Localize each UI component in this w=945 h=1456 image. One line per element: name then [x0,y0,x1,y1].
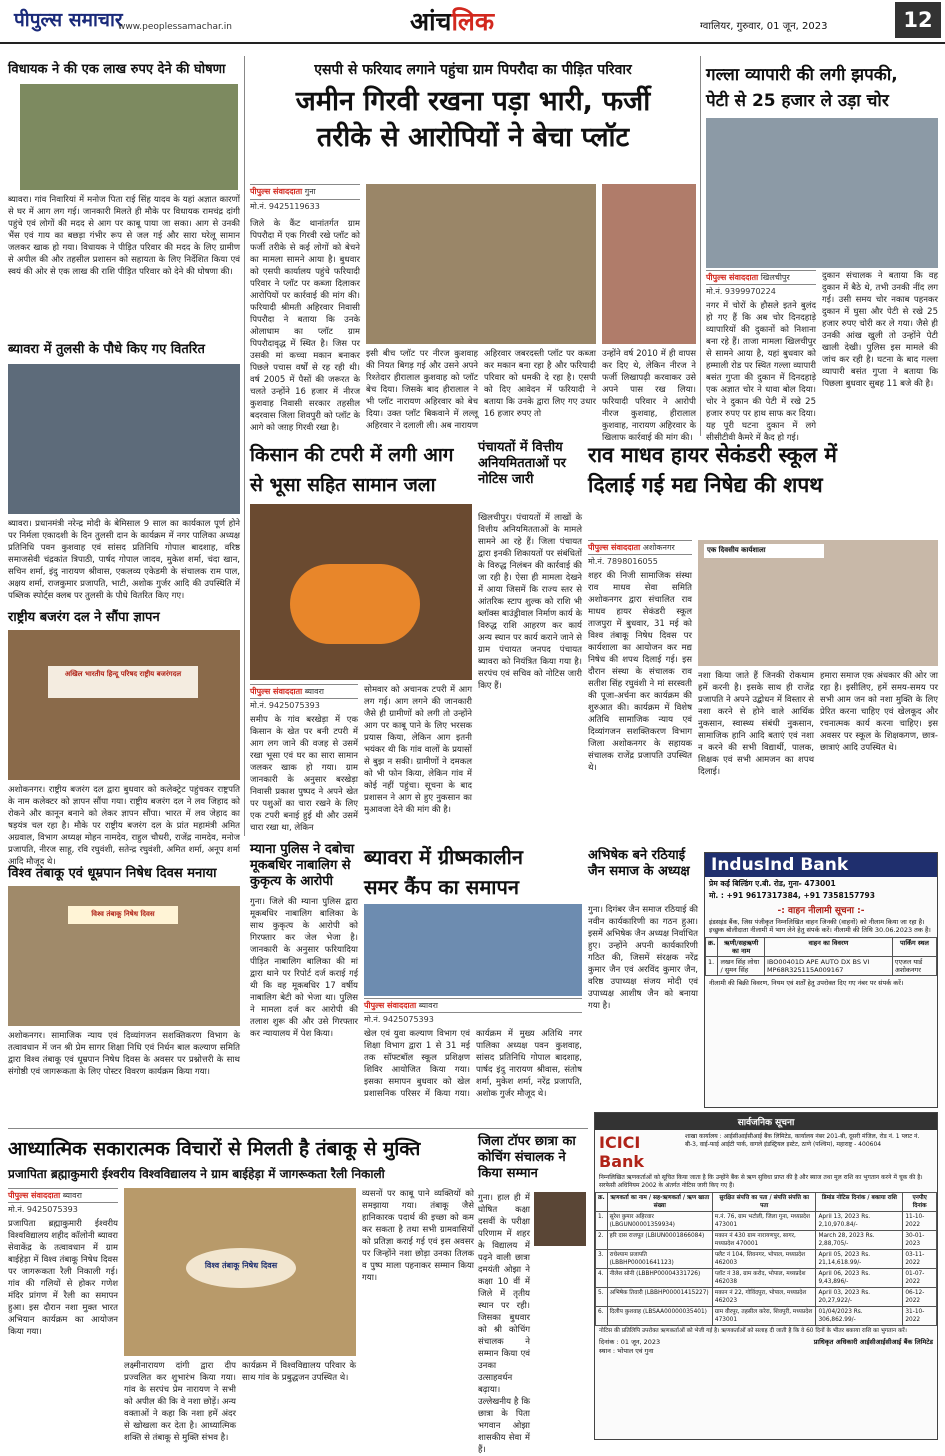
story-photo [366,184,596,344]
story-headline-line2: से भूसा सहित सामान जला [250,474,436,496]
story-headline-line1: म्याना पुलिस ने दबोचा [250,842,355,857]
story-byline [364,998,582,1012]
table-header: सुरक्षित संपत्ति का पता / संपत्ति संपत्ति का पता [712,1193,816,1212]
table-cell: दिलीप कुशवाह (LBSAA00000035401) [607,1307,712,1326]
table-cell: 11-10-2022 [903,1212,937,1231]
story-body: लक्ष्मीनारायण दांगी द्वारा दीप प्रज्वलित कर शुभारंभ किया गया। गांव के सरपंच प्रेम नारायण ने सभी को अपील की कि वे नशा छोड़ें। अन्य वक्ताओं ने कहा कि नशा हमें अंदर से खोखला कर देता है। आध्यात्मिक शक्ति से तंबाकू से मुक्ति संभव है। [124,1361,236,1443]
story-photo [8,364,240,514]
story-main [250,62,696,443]
byline-name: पीपुल्स संवाददाता [250,187,303,196]
story-headline-line1: ब्यावरा में ग्रीष्मकालीन [364,845,523,869]
table-cell: मकान नं 22, गोविंदपुरा, भोपाल, मध्यप्रदेश 462023 [712,1288,816,1307]
icici-intro: निम्नलिखित ऋणकर्ताओं को सूचित किया जाता है कि उन्होंने बैंक से ऋण सुविधा प्राप्त की है और ब्याज तथा मूल राशि का भुगतान करने में चूक की है। सरफेसी अधिनियम 2002 के अंतर्गत नोटिस जारी किए गए हैं। [599,1174,923,1189]
photo-banner: विश्व तंबाकू निषेध दिवस [68,906,178,924]
indusind-notice-text: इंडसइंड बैंक, जिस पंजीकृत निम्नलिखित वाहन जिनकी (वाहनों) को नीलाम किया जा रहा है। इच्छुक बोलीदाता नीलामी में भाग लेने हेतु संपर्क करें। नीलामी की तिथि 30.06.2023 तक है। [709,918,931,934]
table-cell: प्लॉट नं 38, ग्राम करोद, भोपाल, मध्यप्रदेश 462038 [712,1269,816,1288]
story-headline-line1: राव माधव हायर सेकंडरी स्कूल में [588,443,837,467]
story-body: हमारा समाज एक अंधकार की ओर जा रहा है। इसीलिए, हमें समय-समय पर सभी आम जन को नशा मुक्ति के लिए प्रेरित करना चाहिए एवं खेलकूद और रचनात्मक कार्य करना चाहिए। इस अवसर पर स्कूल के शिक्षकगण, छात्र-छात्राएं आदि उपस्थित थे। [820,671,938,753]
story-mobile: मो.नं. 9425119633 [250,199,360,213]
indusind-table [705,937,937,976]
story-body: जिले के कैंट थानांतर्गत ग्राम पिपरौदा में एक गिरवी रखे प्लॉट को फर्जी तरीके से कई लोगों को बेचने का मामला सामने आया है। बुधवार को एसपी कार्यालय पहुंचे फरियादी परिवार ने प्लॉट पर कब्जा दिलाकर आरोपियों पर कार्रवाई की मांग की। फरियादी श्रीमती अहिरवार निवासी पिपरौदा ने बताया कि उनके ओलाधाम का प्लॉट ग्राम पिपरौदावृद्ध में स्थित है। जिस पर उसकी मां कच्चा मकान बनाकर पिछले पचास वर्षों से रह रही थी। वर्ष 2005 में पैसों की जरूरत के चलते उन्होंने 16 हजार में नीरज कुशवाह निवासी सरकार तहसील बदरवास जिला शिवपुरी को प्लॉट के आगे को जग़ह गिरवी रखा है। [250,219,360,433]
story-headline: विधायक ने की एक लाख रुपए देने की घोषणा [8,62,226,77]
story-bajrang [8,610,240,867]
table-row [596,1307,937,1326]
notice-section-title: सार्वजनिक सूचना [595,1113,937,1130]
story-headline: अभिषेक बने रठियाई जैन समाज के अध्यक्ष [588,848,690,879]
table-header: क्र. [596,1193,608,1212]
story-brahmakumari [8,1134,474,1443]
masthead [0,0,945,44]
story-school [588,440,938,840]
story-body: सोमवार को अचानक टपरी में आग लग गई। आग लगने की जानकारी जैसे ही ग्रामीणों को लगी तो उन्होंने आग पर काबू पाने के लिए भरसक प्रयास किया, लेकिन आग इतनी भयंकर थी कि गांव वालों के प्रयासों से बुझ न सकी। ग्रामीणों ने दमकल को भी फोन किया, लेकिन गांव में कोई नहीं पहुंचा। सूचना के बाद प्रशासन ने आग से हुए नुकसान का मुआवजा देने की मांग की है। [364,685,472,815]
story-body: गुना। जिले की म्याना पुलिस द्वारा मूकबधिर नाबालिग बालिका के साथ कुकृत्य के आरोपी को गिरफ्तार कर जेल भेजा है। जानकारी के अनुसार फरियादिया पीड़ित नाबालिग बालिका की मां द्वारा थाने पर रिपोर्ट दर्ज कराई गई थी कि वह मूकबधिर 17 वर्षीय नाबालिग बेटी को भेजा था। पुलिस ने मामला दर्ज कर आरोपी की तलाश शुरू की और उसे गिरफ्तार कर न्यायालय में पेश किया। [250,897,358,1039]
table-cell: नीलेश सोनी (LBBHP00004331726) [607,1269,712,1288]
story-body: गुना। हाल ही में घोषित कक्षा दसवीं के परीक्षा परिणाम में शहर के विद्यालय में पढ़ने वाली छात्रा दमयंती ओझा ने कक्षा 10 वीं में जिले में तृतीय स्थान पर रही। जिसका बुधवार को श्री कोचिंग संचालक ने सम्मान किया एवं उनका उत्साहवर्धन बढ़ाया। उल्लेखनीय है कि छात्रा के पिता भगवान ओझा शासकीय सेवा में हैं। [478,1193,530,1455]
byline-place: ब्यावरा [304,687,324,696]
story-vidhayak [8,62,240,334]
section-title-a: आंच [410,7,452,36]
icici-date: दिनांक : 01 जून, 2023 [599,1338,661,1346]
icici-signatory: प्राधिकृत अधिकारी आईसीआईसीआई बैंक लिमिटेड [813,1338,933,1346]
story-headline-line2: समर कैंप का समापन [364,875,519,899]
indusind-phone: मो. : +91 9617317384, +91 7358157793 [709,891,875,900]
icici-logo: ICICI Bank [599,1133,645,1171]
table-header-row [596,1193,937,1212]
story-headline: राष्ट्रीय बजरंग दल ने सौंपा ज्ञापन [8,610,160,625]
table-header: डिमांड नोटिस दिनांक / बकाया राशि [816,1193,903,1212]
story-photo [364,904,582,996]
table-cell: फ्लैट नं 104, शिवनगर, भोपाल, मध्यप्रदेश 462003 [712,1250,816,1269]
photo-banner: अखिल भारतीय हिन्दू परिषद राष्ट्रीय बजरंगदल [48,666,198,698]
table-cell: राधेश्याम प्रजापति (LBBHP00001641123) [607,1250,712,1269]
table-header: ऋणकर्ता का नाम / सह-ऋणकर्ता / ऋण खाता संख्या [607,1193,712,1212]
column-divider [700,56,701,436]
story-headline: ब्यावरा में तुलसी के पौधे किए गए वितरित [8,342,205,357]
story-jain [588,848,698,1124]
table-cell: 30-01-2023 [903,1231,937,1250]
section-title-b: लिक [451,7,495,36]
story-headline-line2: दिलाई गई मद्य निषेद्य की शपथ [588,473,823,497]
story-photo [698,540,938,666]
table-cell: 01-07-2022 [903,1269,937,1288]
byline-name: पीपुल्स संवाददाता [706,273,759,282]
student-photo [534,1192,586,1246]
story-body: ब्यावरा। गांव निवारियां में मनोज पिता राई सिंह यादव के यहां अज्ञात कारणों से घर में आग लग गई। जानकारी मिलते ही मौके पर विधायक रामचंद्र दांगी पहुंचे एवं लोगों की मदद से आग पर काबू पाया जा सका। आग से उनकी भैंस एवं गाय का बछड़ा गंभीर रूप से जल गई और सारा घरेलू सामान जलकर खाक हो गया। विधायक ने पीड़ित परिवार की मदद के लिए ग्रामीण से अपील की और तहसील प्रशासन को सहायता के लिए निर्देशित किया एवं स्वयं की ओर से एक लाख की राशि पीड़ित परिवार को देने की घोषणा की। [8,195,240,277]
story-headline-line2: मूकबधिर नाबालिग से [250,858,351,873]
story-headline: पंचायतों में वित्तीय अनियमितताओं पर नोटिस जारी [478,440,566,487]
story-photo [8,886,240,1026]
story-myana [250,842,358,1124]
table-row [596,1231,937,1250]
table-cell: मकान नं 430 ग्राम नारायणपुर, सागर, मध्यप्रदेश 470001 [712,1231,816,1250]
table-cell: हरि दास राजपूत (LBIUN0001866084) [607,1231,712,1250]
story-body: नशा किया जाते हैं जिनकी रोकथाम हमें करनी है। इसके साथ ही राजेंद्र प्रजापति ने अपने उद्बोधन में विस्तार से नशा करने से होने वाले आर्थिक नुकसान, स्वास्थ्य संबंधी नुकसान, सामाजिक हानि आदि बताएं एवं नशा न करने की सभी विद्यार्थी, पालक, शिक्षक एवं सभी आमजन का शपथ दिलाई। [698,671,814,777]
table-cell: लखन सिंह लोधा / सुमन सिंह [718,957,764,976]
table-cell: 03-11-2022 [903,1250,937,1269]
indusind-logo: IndusInd Bank [705,853,937,877]
story-body: समीप के गांव बरखेड़ा में एक किसान के खेत पर बनी टपरी में आग लग जाने की वजह से उसमें रखा भूसा एवं घर का सारा सामान जलकर खाक हो गया। ग्राम जानकारी के अनुसार बरखेड़ा निवासी प्रकाश पुष्पद ने अपने खेत पर पशुओं का चारा रखने के लिए एक टपरी बनाई हुई थी और उसमें चारा रखा था, लेकिन [250,715,358,833]
story-topper [478,1134,588,1455]
icici-footer: नोटिस की प्रतिलिपि उपरोक्त ऋणकर्ताओं को भेजी गई है। ऋणकर्ताओं को सलाह दी जाती है कि वे 60 दिनों के भीतर बकाया राशि का भुगतान करें। [599,1328,907,1334]
table-header: एनपीए दिनांक [903,1193,937,1212]
story-summer-camp [364,842,582,1124]
story-tulsi [8,342,240,604]
byline-place: गुना [304,187,316,196]
story-byline [250,184,360,198]
story-body: कार्यक्रम में विश्वविद्यालय परिवार के साथ गांव के प्रबुद्धजन उपस्थित थे। [242,1361,356,1383]
story-mobile: मो.नं. 7898016055 [588,554,692,568]
story-headline: विश्व तंबाकू एवं धूम्रपान निषेध दिवस मनाया [8,866,217,881]
story-photo [124,1188,356,1356]
page-number: 12 [895,2,941,38]
table-cell: March 28, 2023 Rs. 2,88,705/- [816,1231,903,1250]
table-cell: 1. [706,957,718,976]
story-headline: आध्यात्मिक सकारात्मक विचारों से मिलती है तंबाकू से मुक्ति [8,1138,421,1160]
story-kicker: एसपी से फरियाद लगाने पहुंचा ग्राम पिपरौदा का पीड़ित परिवार [314,62,632,78]
indusind-notice [704,852,938,1108]
table-cell: April 03, 2023 Rs. 20,27,922/- [816,1288,903,1307]
story-headline-line2: पेटी से 25 हजार ले उड़ा चोर [706,91,889,111]
story-mobile: मो.नं. 9425075393 [364,1012,582,1026]
table-cell: 6. [596,1307,608,1326]
table-header: वाहन का विवरण [764,938,892,957]
table-row [706,957,937,976]
table-cell: April 13, 2023 Rs. 2,10,970.84/- [816,1212,903,1231]
icici-address: शाखा कार्यालय : आईसीआईसीआई बैंक लिमिटेड, कार्यालय नंबर 201-बी, दूसरी मंजिल, रोड नं. 1 प्लाट नं. बी-3, वाई-फाई आईटी पार्क, वागले इंडस्ट्रियल इस्टेट, ठाणे (पश्चिम), महाराष्ट्र - 400604 [685,1133,920,1148]
story-body: उन्होंने वर्ष 2010 में ही वापस कर दिए थे, लेकिन नीरज ने फर्जी लिखापढ़ी करवाकर उसे अपने पास रख लिया। फरियादी परिवार ने आरोपी नीरज कुशवाह, हीरालाल कुशवाह, नारायण अहिरवार के खिलाफ कार्रवाई की मांग की। [602,349,696,443]
byline-name: पीपुल्स संवाददाता [588,543,641,552]
table-cell: अभिषेक तिवारी (LBBHP00001415227) [607,1288,712,1307]
table-cell: April 05, 2023 Rs. 21,14,618.99/- [816,1250,903,1269]
byline-place: अशोकनगर [642,543,675,552]
table-row [596,1212,937,1231]
story-mobile: मो.नं. 9399970224 [706,284,816,298]
icici-table [595,1192,937,1326]
story-photo [20,84,238,190]
table-cell: 2. [596,1231,608,1250]
photo-banner: विश्व तंबाकू निषेध दिवस [186,1248,296,1288]
dateline: ग्वालियर, गुरुवार, 01 जून, 2023 [700,21,828,32]
story-byline [250,684,358,698]
story-headline-line3: कुकृत्य के आरोपी [250,874,334,889]
icici-signoff [595,1337,937,1355]
table-cell: म.नं. 76, ग्राम भटोली, जिला गुना, मध्यप्रदेश 473001 [712,1212,816,1231]
indusind-notice-title: -: वाहन नीलामी सूचना :- [777,906,865,916]
icici-header [595,1130,937,1174]
byline-place: ब्यावरा [62,1191,82,1200]
story-headline-line1: किसान की टपरी में लगी आग [250,444,454,466]
table-cell: 06-12-2022 [903,1288,937,1307]
table-cell: एएजल यार्ड अशोकनगर [892,957,936,976]
story-photo [602,184,696,344]
story-panchayat [478,440,582,840]
table-row [596,1288,937,1307]
story-mobile: मो.नं. 9425075393 [8,1202,118,1216]
table-cell: 5. [596,1288,608,1307]
story-subhead: प्रजापिता ब्रह्माकुमारी ईश्वरीय विश्वविद्यालय ने ग्राम बाईहेड़ा में जागरूकता रैली निकाली [8,1167,385,1181]
table-row [596,1250,937,1269]
indusind-footer: नीलामी की बिक्री विवरण, नियम एवं शर्तों हेतु उपरोक्त दिए गए नंबर पर संपर्क करें। [709,979,904,987]
table-cell: 4. [596,1269,608,1288]
table-header: पार्किंग स्थल [892,938,936,957]
icici-date-place [599,1337,660,1355]
icici-place: स्थान : भोपाल एवं गुना [599,1347,654,1355]
table-cell: IBO00401D APE AUTO DX BS VI MP68R325115A009167 [764,957,892,976]
story-byline [706,270,816,284]
story-body: शहर की निजी सामाजिक संस्था राव माधव सेवा समिति अशोकनगर द्वारा संचालित राव माधव हायर सेकंडरी स्कूल ताजपुरा में बुधवार, 31 मई को विश्व तंबाकू निषेध दिवस पर कार्यशाला का आयोजन कर मद्य निषेध की शपथ दिलाई गई। इस दौरान संस्था के संचालक राव सतीश सिंह रघुवंशी ने मां सरस्वती की पूजा-अर्चना कर कार्यक्रम की शुरुआत की। कार्यक्रम में विशेष अतिथि सामाजिक न्याय एवं दिव्यांगजन सशक्तिकरण विभाग जिला अशोकनगर के सहायक संचालक राजेंद्र प्रजापति उपस्थित थे। [588,571,692,773]
table-cell: 3. [596,1250,608,1269]
indusind-branch: प्रेम कई बिल्डिंग ए.बी. रोड, गुना- 473001 [709,879,836,888]
byline-name: पीपुल्स संवाददाता [364,1001,417,1010]
story-chor [706,62,938,443]
story-body: अशोकनगर। सामाजिक न्याय एवं दिव्यांगजन सशक्तिकरण विभाग के तत्वावधान में जन श्री प्रेम सागर शिक्षा निधि एवं निर्धन बाल कल्याण समिति द्वारा विश्व तंबाकू एवं धूम्रपान निषेध दिवस के अवसर पर प्रश्नोत्तरी के साथ संगोष्ठी एवं जागरूकता के लिए पोस्टर विवरण कार्यक्रम किया गया। [8,1031,240,1077]
story-byline [8,1188,118,1202]
table-header: ऋणी/सहऋणी का नाम [718,938,764,957]
table-cell: सुरेश कुमार अहिरवार (LBGUN00001359934) [607,1212,712,1231]
table-header-row [706,938,937,957]
table-cell: 31-10-2022 [903,1307,937,1326]
table-cell: April 06, 2023 Rs. 9,43,896/- [816,1269,903,1288]
story-body: प्रजापिता ब्रह्माकुमारी ईश्वरीय विश्वविद्यालय शहीद कॉलोनी ब्यावरा सेवाकेंद्र के तत्वावधान में ग्राम बाईहेड़ा में विश्व तंबाकू निषेध दिवस पर जागरूकता रैली निकाली गई। गांव की गलियों से होकर गणेश मंदिर प्रांगण में रैली का समापन हुआ। इस दौरान नशा मुक्त भारत अभियान कार्यक्रम का आयोजन किया गया। [8,1219,118,1337]
story-body: खेल एवं युवा कल्याण विभाग एवं शिक्षा विभाग द्वारा 1 से 31 मई तक सॉफ्टबॉल स्कूल प्रशिक्षण शिविर आयोजित किया गया। इसका समापन बुधवार को खेल प्रशासनिक परिसर में किया गया। कार्यक्रम में मुख्य अतिथि नगर पालिका अध्यक्ष पवन कुशवाह, सांसद प्रतिनिधि गोपाल बादशाह, पार्षद इंदु नारायण श्रीवास, संतोष शर्मा, मुकेश शर्मा, नरेंद्र प्रजापति, अशोक गुर्जर मौजूद थे। [364,1029,582,1099]
story-tambaku [8,866,240,1102]
story-body: खिलचीपुर। पंचायतों में लाखों के वित्तीय अनियमितताओं के मामले सामने आ रहे हैं। जिला पंचायत द्वारा इनकी शिकायतों पर संबंधितों के विरुद्ध निलंबन की कार्रवाई की जा रही है। ऐसा ही मामला देखने में आया जिसमें कि राज्य स्तर से आंतरिक स्टाप शुल्क को राशि भी ब्लॉक्स बाउंड्रीवाल निर्माण कार्य के विरुद्ध राशि आहरण कर कार्य अन्य स्थान पर कार्य कराने जाने से ग्राम पंचायत जनपद पंचायत ब्यावरा को नियंत्रित किया गया है। सरपंच एवं सचिव को नोटिस जारी किए हैं। [478,513,582,691]
story-body: अशोकनगर। राष्ट्रीय बजरंग दल द्वारा बुधवार को कलेक्ट्रेट पहुंचकर राष्ट्रपति के नाम कलेक्टर को ज्ञापन सौंपा गया। राष्ट्रीय बजरंग दल ने लव जिहाद को रोकने और कानून बनाने को लेकर ज्ञापन सौंपा। भारत में लव जेहाद का षड़यंत्र चल रहा है। मौके पर राष्ट्रीय बजरंग दल के प्रांत महामंत्री अमित अग्रवाल, विभाग अध्यक्ष मोहन नामदेव, राहुल चौधरी, राजेंद्र नामदेव, मनोज प्रजापति, नीरज साहू, रवि रघुवंशी, सतेन्द्र रघुवंशी, अमित शर्मा, अनूप शर्मा आदि मौजूद थे। [8,785,240,867]
byline-name: पीपुल्स संवाददाता [250,687,303,696]
story-body: व्यसनों पर काबू पाने व्यक्तियों को समझाया गया। तंबाकू जैसे हानिकारक पदार्थ की इच्छा को कम कर सकता है तथा सभी ग्रामवासियों को प्रतिज्ञा कराई गई एवं इस अवसर पर जिन्होंने नशा छोड़ा उनका तिलक व पुष्प माला पहनाकर सम्मान किया गया। [362,1189,474,1283]
table-header: क्र. [706,938,718,957]
story-photo [8,630,240,780]
byline-name: पीपुल्स संवाददाता [8,1191,61,1200]
story-mobile: मो.नं. 9425075393 [250,698,358,712]
column-divider [244,56,245,836]
byline-place: ब्यावरा [418,1001,438,1010]
byline-place: खिलचीपुर [760,273,790,282]
icici-notice [594,1112,938,1440]
table-row [596,1269,937,1288]
section-title [410,4,494,38]
story-body: ब्यावरा। प्रधानमंत्री नरेन्द्र मोदी के बेमिसाल 9 साल का कार्यकाल पूर्ण होने पर निर्मला एकादशी के दिन तुलसी दान के कार्यक्रम में नगर पालिका अध्यक्ष प्रतिनिधि पवन कुशवाह एवं सांसद प्रतिनिधि गोपाल बादशाह, वरिष्ठ समाजसेवी चंद्रकांत त्रिपाठी, पार्षद गोपाल जादव, मुकेश शर्मा, चंदा खान, सचिन शर्मा, इंदु नारायण श्रीवास, एकलव्य एकेडमी के संचालक राम पाल, अक्षय शर्मा, राजकुमार प्रजापति, भाटी, अशोक गुर्जर आदि की उपस्थिति में पब्लिक स्पोर्ट्स क्लब पर तुलसी के पौधे वितरित किए गए। [8,519,240,601]
story-body: गुना। दिगंबर जैन समाज रठियाई की नवीन कार्यकारिणी का गठन हुआ। इसमें अभिषेक जैन अध्यक्ष निर्वाचित हुए। उन्होंने अपनी कार्यकारिणी गठित की, जिसमें संरक्षक नरेंद्र कुमार जैन एवं अरविंद कुमार जैन, वरिष्ठ उपाध्यक्ष संजय मोदी एवं उपाध्यक्ष आशीष जैन को बनाया गया है। [588,905,698,1011]
story-body: नगर में चोरों के हौसले इतने बुलंद हो गए हैं कि अब चोर दिनदहाड़े व्यापारियों की दुकानों को निशाना बना रहे हैं। ताजा मामला खिलचीपुर से सामने आया है, यहां बुधवार को हम्माली रोड पर स्थित गल्ला व्यापारी बसंत गुप्ता की दुकान में दिनदहाड़े एक अज्ञात चोर ने धावा बोल दिया। चोर ने दुकान की पेटी में रखे 25 हजार रुपए पर हाथ साफ कर दिया। यह पूरी घटना दुकान में लगे सीसीटीवी कैमरे में कैद हो गई। [706,301,816,443]
section-divider [8,1128,588,1129]
fire-flame [290,564,420,644]
story-body: दुकान संचालक ने बताया कि वह दुकान में बैठे थे, तभी उनकी नींद लग गई। उसी समय चोर नकाब पहनकर दुकान में घुसा और पेटी से रखे 25 हजार रुपए चोरी कर ले गया। जैसे ही उनकी आंख खुली तो उन्होंने पेटी खाली देखी। पुलिस इस मामले की जांच कर रही है। घटना के बाद गल्ला व्यापारी बसंत गुप्ता ने बताया कि पिछला बुधवार सुबह 11 बजे की है। [822,271,938,389]
story-fire [250,440,472,840]
story-headline-line2: तरीके से आरोपियों ने बेचा प्लॉट [316,122,630,153]
cctv-photo [706,118,938,268]
site-url[interactable]: www.peoplessamachar.in [118,22,232,32]
table-cell: 01/04/2023 Rs. 306,862.99/- [816,1307,903,1326]
story-headline-line1: जमीन गिरवी रखना पड़ा भारी, फर्जी [295,86,651,117]
brand-logo: पीपुल्स समाचार [14,9,123,31]
story-headline-line1: गल्ला व्यापारी की लगी झपकी, [706,65,898,85]
photo-banner: एक दिवसीय कार्यशाला [704,544,824,558]
table-cell: ग्राम वीरपुर, तहसील करेरा, शिवपुरी, मध्यप्रदेश 473001 [712,1307,816,1326]
fire-photo [250,504,472,680]
story-body: इसी बीच प्लॉट पर नीरज कुशवाह की नियत बिगड़ गई और उसने अपने रिश्तेदार हीरालाल कुशवाह को प्लॉट बेच दिया। जिसके बाद हीरालाल ने भी प्लॉट नारायण अहिरवार को बेच दिया। उक्त प्लॉट बिकवाने में लल्लू अहिरवार ने दलाली ली। अब नारायण अहिरवार जबरदस्ती प्लॉट पर कब्जा कर मकान बना रहा है और फरियादी परिवार को धमकी दे रहा है। एसपी को दिए आवेदन में फरियादी ने बताया कि उनके द्वारा लिए गए उधार 16 हजार रुपए तो [366,349,596,431]
table-cell: 1. [596,1212,608,1231]
story-byline [588,540,692,554]
story-headline: जिला टॉपर छात्रा का कोचिंग संचालक ने किया सम्मान [478,1134,576,1181]
